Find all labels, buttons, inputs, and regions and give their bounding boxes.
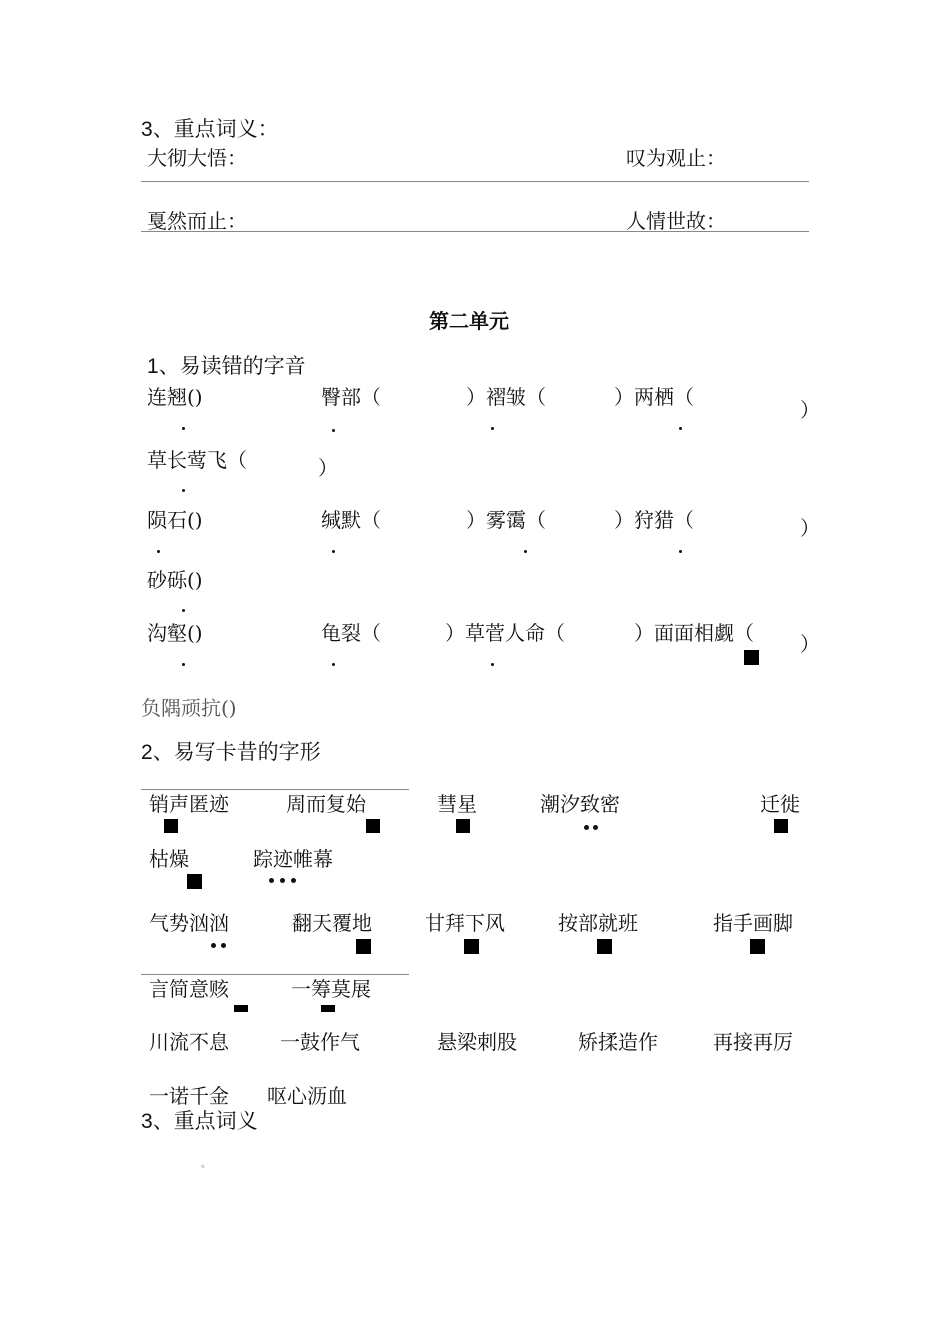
divider-line bbox=[141, 974, 409, 975]
pinyin-item: 龟裂（ bbox=[321, 621, 381, 645]
idiom-item: 踪迹帷幕 bbox=[253, 847, 333, 871]
pinyin-item: ） bbox=[800, 632, 820, 656]
pinyin-item: ）狩猎（ bbox=[614, 508, 694, 532]
term-dache-dawu: 大彻大悟： bbox=[147, 146, 247, 170]
idiom-item: 彗星 bbox=[437, 792, 477, 816]
pinyin-item: 陨石() bbox=[147, 508, 203, 532]
emphasis-dot bbox=[593, 825, 598, 830]
idiom-item: 潮汐致密 bbox=[540, 792, 620, 816]
emphasis-dot bbox=[679, 427, 682, 430]
idiom-item: 矫揉造作 bbox=[578, 1030, 658, 1054]
pinyin-item: ）两栖（ bbox=[614, 385, 694, 409]
idiom-item: 一诺千金 bbox=[149, 1084, 229, 1108]
section-heading-key-words bbox=[141, 119, 279, 140]
pinyin-item: ）草菅人命（ bbox=[445, 621, 565, 645]
emphasis-dot bbox=[491, 663, 494, 666]
pinyin-item: ） bbox=[800, 516, 820, 540]
heading-number: 3 bbox=[141, 118, 153, 141]
heading-text: 、易读错的字音 bbox=[158, 354, 306, 378]
heading-number: 1 bbox=[147, 355, 159, 378]
heading-text: 、重点词义： bbox=[152, 117, 279, 141]
pinyin-item: 连翘() bbox=[147, 385, 203, 409]
pinyin-item: 臀部（ bbox=[321, 385, 381, 409]
emphasis-dot bbox=[182, 427, 185, 430]
emphasis-dot bbox=[269, 878, 274, 883]
unreadable-char-box bbox=[774, 819, 788, 833]
pinyin-item: 沟壑() bbox=[147, 621, 203, 645]
idiom-item: 言简意赅 bbox=[149, 977, 229, 1001]
section-heading-pronunciation bbox=[147, 356, 306, 377]
unreadable-char-box bbox=[744, 650, 759, 665]
pinyin-item: ）雾霭（ bbox=[466, 508, 546, 532]
pinyin-item: 砂砾() bbox=[147, 568, 203, 592]
unreadable-char-box bbox=[464, 939, 479, 954]
unreadable-char-box bbox=[234, 1005, 248, 1012]
idiom-item: 翻天覆地 bbox=[292, 911, 372, 935]
emphasis-dot bbox=[332, 663, 335, 666]
idiom-item: 销声匿迹 bbox=[149, 792, 229, 816]
emphasis-dot bbox=[221, 943, 226, 948]
divider-line bbox=[141, 181, 809, 182]
emphasis-dot bbox=[584, 825, 589, 830]
unreadable-char-box bbox=[321, 1005, 335, 1012]
section-heading-writing bbox=[141, 742, 321, 763]
emphasis-dot bbox=[182, 609, 185, 612]
term-tanwei-guanzhi: 叹为观止： bbox=[626, 146, 726, 170]
idiom-item: 甘拜下风 bbox=[425, 911, 505, 935]
idiom-item: 呕心沥血 bbox=[267, 1084, 347, 1108]
divider-line bbox=[141, 231, 809, 232]
period-mark: 。 bbox=[201, 1159, 211, 1170]
unreadable-char-box bbox=[456, 819, 470, 833]
emphasis-dot bbox=[182, 663, 185, 666]
emphasis-dot bbox=[280, 878, 285, 883]
term-jiaran-erzhi: 戛然而止： bbox=[147, 209, 247, 233]
idiom-item: 再接再厉 bbox=[713, 1030, 793, 1054]
unreadable-char-box bbox=[187, 874, 202, 889]
unreadable-char-box bbox=[356, 939, 371, 954]
term-renqing-shigu: 人情世故： bbox=[626, 209, 726, 233]
section-heading-key-words bbox=[141, 1111, 258, 1132]
unreadable-char-box bbox=[750, 939, 765, 954]
emphasis-dot bbox=[157, 550, 160, 553]
idiom-item: 枯燥 bbox=[149, 847, 189, 871]
emphasis-dot bbox=[679, 550, 682, 553]
emphasis-dot bbox=[211, 943, 216, 948]
idiom-item: 气势汹汹 bbox=[149, 911, 229, 935]
heading-text: 、易写卡昔的字形 bbox=[152, 740, 321, 764]
idiom-item: 川流不息 bbox=[149, 1030, 229, 1054]
pinyin-item: ）褶皱（ bbox=[466, 385, 546, 409]
idiom-item: 一筹莫展 bbox=[291, 977, 371, 1001]
pinyin-item: ）面面相觑（ bbox=[634, 621, 754, 645]
emphasis-dot bbox=[332, 550, 335, 553]
unit-title: 第二单元 bbox=[429, 309, 509, 333]
heading-text: 、重点词义 bbox=[152, 1109, 258, 1133]
unreadable-char-box bbox=[164, 819, 178, 833]
emphasis-dot bbox=[491, 427, 494, 430]
heading-number: 3 bbox=[141, 1110, 153, 1133]
heading-number: 2 bbox=[141, 741, 153, 764]
emphasis-dot bbox=[291, 878, 296, 883]
idiom-item: 指手画脚 bbox=[713, 911, 793, 935]
idiom-item: 周而复始 bbox=[286, 792, 366, 816]
emphasis-dot bbox=[182, 489, 185, 492]
pinyin-item: ） bbox=[800, 398, 820, 422]
unreadable-char-box bbox=[597, 939, 612, 954]
idiom-item: 迁徙 bbox=[760, 792, 800, 816]
unreadable-char-box bbox=[366, 819, 380, 833]
pinyin-item: ） bbox=[318, 456, 338, 480]
emphasis-dot bbox=[332, 429, 335, 432]
pinyin-item: 缄默（ bbox=[321, 508, 381, 532]
idiom-item: 按部就班 bbox=[558, 911, 638, 935]
idiom-item: 悬梁刺股 bbox=[437, 1030, 517, 1054]
divider-line bbox=[141, 789, 409, 790]
pinyin-item: 负隅顽抗() bbox=[141, 696, 237, 720]
emphasis-dot bbox=[524, 550, 527, 553]
pinyin-item: 草长莺飞（ bbox=[147, 448, 247, 472]
idiom-item: 一鼓作气 bbox=[280, 1030, 360, 1054]
